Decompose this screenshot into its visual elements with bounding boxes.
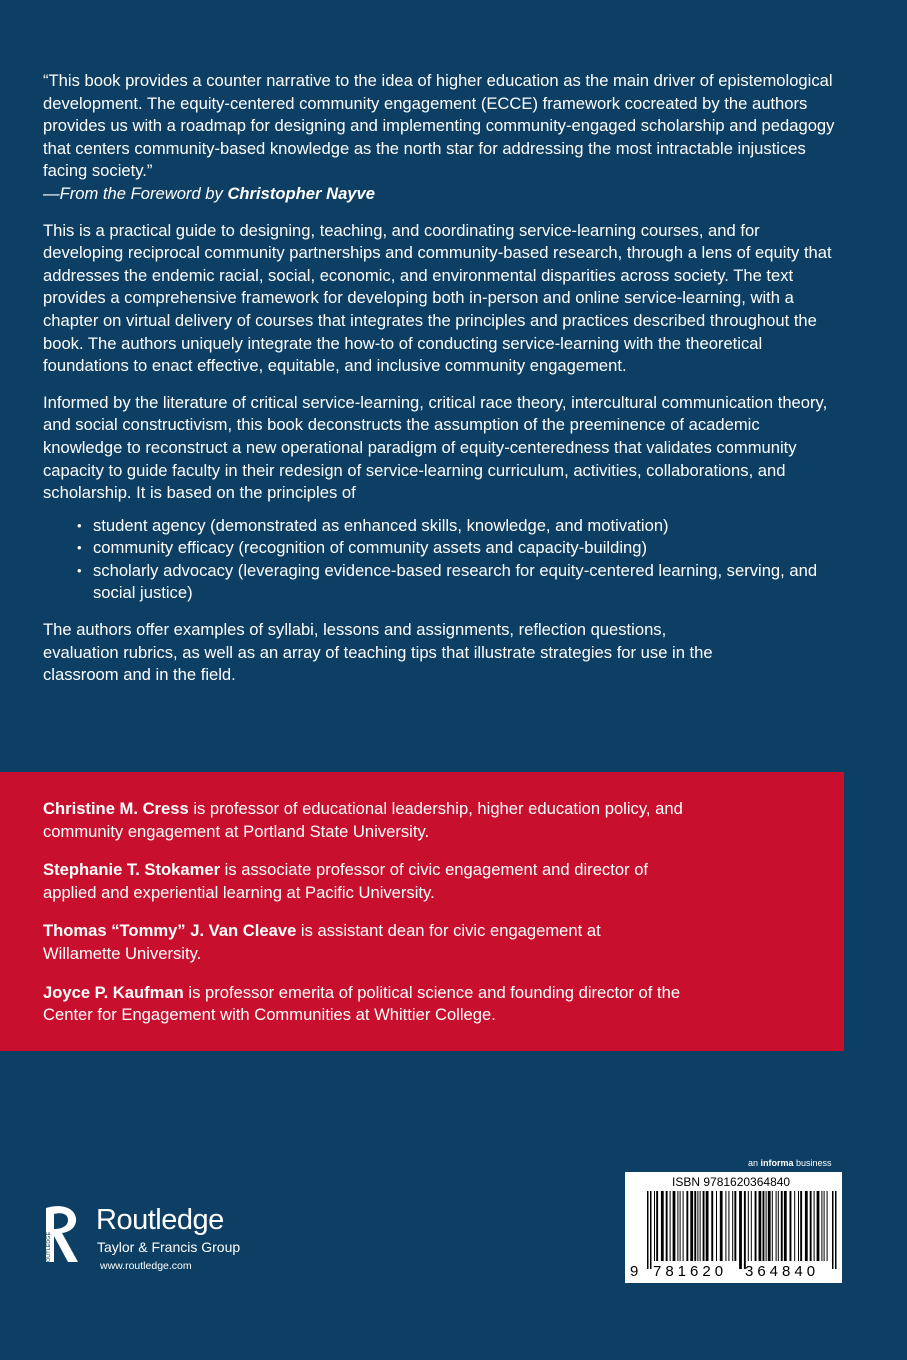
barcode-bar [759,1191,762,1261]
publisher-website: www.routledge.com [100,1260,192,1272]
isbn-label: ISBN 9781620364840 [672,1175,791,1189]
barcode-bar [666,1191,668,1261]
barcode-bar [700,1191,701,1261]
routledge-r-icon [44,1200,84,1268]
barcode-bar [832,1191,834,1269]
barcode-bar [814,1191,815,1261]
attribution-prefix: —From the Foreword by [43,183,228,203]
barcode-bar [755,1191,757,1261]
barcode-bar [683,1191,684,1261]
barcode-bar [732,1191,733,1261]
barcode-bar [821,1191,822,1261]
barcode-bar [827,1191,828,1261]
principles-list [43,515,843,605]
publisher-name: Routledge [96,1204,224,1236]
barcode-bar [654,1191,655,1261]
informa-word: informa [760,1158,794,1168]
barcode-bar [763,1191,765,1261]
barcode-bar [697,1191,698,1261]
barcode-bar [720,1191,723,1261]
barcode-bar [656,1191,658,1261]
description-paragraph-2: Informed by the literature of critical service-learning, critical race theory, intercultural communication theory, and social constructivism, this book deconstructs the assumption of the preeminence of academic knowledge to reconstruct a new operational paradigm of equity-centeredness that validates community capacity to guide faculty in their redesign of service-learning curriculum, activities, collaborations, and scholarship. It is based on the principles of [43,392,828,503]
principle-item: • student agency (demonstrated as enhanced skills, knowledge, and motivation) [93,515,843,538]
principle-item: • community efficacy (recognition of community assets and capacity-building) [93,537,843,560]
informa-suffix: business [793,1158,832,1168]
barcode-bar [716,1191,717,1261]
informa-prefix: an [748,1158,761,1168]
barcode-bar [751,1191,752,1261]
barcode-digits-right: 364840 [745,1263,820,1280]
attribution-name: Christopher Nayve [227,183,375,203]
barcode-bar [790,1191,792,1261]
barcode-bar [690,1191,693,1261]
description-paragraph-1: This is a practical guide to designing, teaching, and coordinating service-learning courses, and for developing reciprocal community partnerships and community-based research, through a lens of equity that addresses the endemic racial, social, economic, and environmental disparities across society. The text provides a comprehensive framework for developing both in-person and online service-learning, with a chapter on virtual delivery of courses that integrates the principles and practices described throughout the book. The authors uniquely integrate the how-to of conducting service-learning with the theoretical foundations to enact effective, equitable, and inclusive community engagement. [43,220,832,376]
routledge-logo [44,1200,284,1280]
barcode-bar [776,1191,777,1261]
barcode-bar [744,1191,746,1269]
barcode-bar [748,1191,749,1261]
barcode-bar [810,1191,812,1261]
isbn-barcode [625,1172,842,1283]
vertical-mark-text: ROUTLEDGE [46,1231,52,1266]
barcode-bar [794,1191,795,1261]
barcode-bar [824,1191,825,1261]
barcode-bar [706,1191,709,1261]
barcode-bar [817,1191,820,1261]
publisher-group: Taylor & Francis Group [97,1239,241,1255]
description-paragraph-3: The authors offer examples of syllabi, lessons and assignments, reflection questions, evaluation rubrics, as well as an array of teaching tips that illustrate strategies for use in the classroom and in the field. [43,620,713,685]
author-name: Thomas “Tommy” J. Van Cleave [43,921,297,941]
barcode-bar [670,1191,671,1261]
barcode-bar [835,1191,837,1269]
barcode-digit-first: 9 [630,1263,639,1280]
barcode-bar [650,1191,652,1269]
barcode-bar [647,1191,649,1269]
barcode-bar [680,1191,681,1261]
barcode-bar [734,1191,736,1261]
barcode-bar [686,1191,688,1261]
barcode-bar [781,1191,783,1261]
barcode-bar [739,1191,742,1269]
principle-item: • scholarly advocacy (leveraging evidence-based research for equity-centered learning, serving, and social justice) [93,560,843,605]
author-bio-text: is associate professor of civic engagement and director of applied and experiential learning at Pacific University. [43,860,649,902]
author-bio-text: is professor of educational leadership, higher education policy, and community engagement at Portland State University. [43,799,683,841]
author-bio [43,982,713,1027]
author-bio-text: is assistant dean for civic engagement at Willamette University. [43,921,601,963]
barcode-bar [772,1191,773,1261]
author-name: Stephanie T. Stokamer [43,860,221,880]
informa-business-tag [748,1158,832,1169]
author-name: Joyce P. Kaufman [43,982,184,1002]
barcode-bar [728,1191,729,1261]
barcode-bar [694,1191,696,1261]
quote-text: “This book provides a counter narrative to the idea of higher education as the main driver of epistemological development. The equity-centered community engagement (ECCE) framework cocreated by the authors provides us with a roadmap for designing and implementing community-engaged scholarship and pedagogy that centers community-based knowledge as the north star for addressing the most intractable injustices facing society.” [43,71,835,181]
barcode-bar [800,1191,802,1261]
foreword-quote [43,70,843,206]
author-bio [43,920,653,965]
author-bio [43,859,703,904]
barcode-bar [703,1191,705,1261]
barcode-digits-left: 781620 [653,1263,728,1280]
barcode-bar [725,1191,726,1261]
barcode-bar [661,1191,664,1261]
barcode-bar [798,1191,799,1261]
quote-attribution [43,184,375,203]
back-cover-blurb [43,70,843,701]
barcode-bar [677,1191,678,1261]
barcode-bar [805,1191,808,1261]
author-bio-text: is professor emerita of political science and founding director of the Center for Engagement with Communities at Whittier College. [43,982,681,1025]
barcode-bar [766,1191,767,1261]
author-name: Christine M. Cress [43,799,189,818]
barcode-bar [673,1191,676,1261]
author-bios-band [0,772,844,1051]
barcode-bar [784,1191,787,1261]
barcode-bar [711,1191,713,1261]
barcode-bar [768,1191,771,1261]
author-bio [43,798,723,843]
barcode-bar [778,1191,779,1261]
